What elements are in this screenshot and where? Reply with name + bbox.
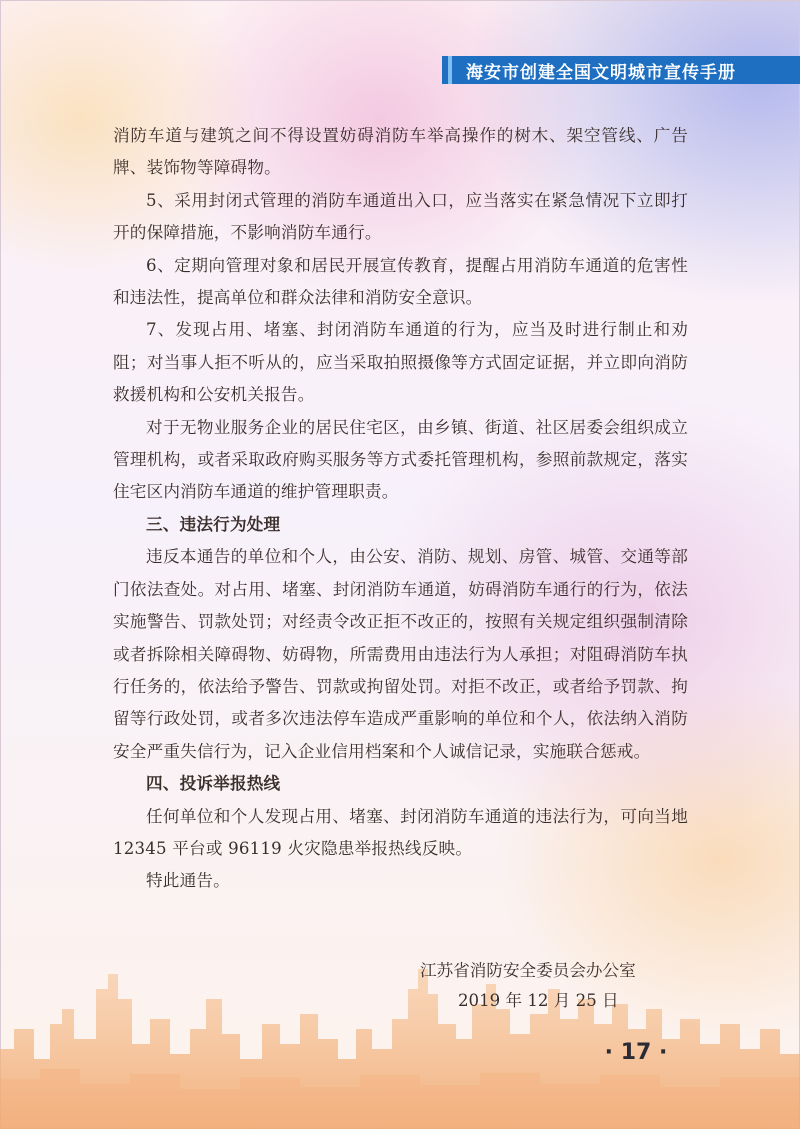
header-accent-stripe — [448, 56, 452, 84]
signature-block — [420, 956, 680, 1016]
issue-date: 2019 年 12 月 25 日 — [458, 991, 619, 1010]
header-title: 海安市创建全国文明城市宣传手册 — [466, 62, 736, 83]
section-heading: 三、违法行为处理 — [146, 514, 281, 534]
notice-body — [113, 120, 688, 898]
section-heading: 四、投诉举报热线 — [146, 774, 281, 794]
header-banner — [442, 56, 800, 84]
closing-line: 特此通告。 — [146, 871, 230, 891]
city-skyline-decoration — [0, 929, 800, 1129]
body-paragraph: 6、定期向管理对象和居民开展宣传教育，提醒占用消防车通道的危害性和违法性，提高单位和群众法律和消防安全意识。 — [113, 255, 688, 308]
issuing-organization: 江苏省消防安全委员会办公室 — [420, 961, 636, 980]
body-paragraph: 7、发现占用、堵塞、封闭消防车通道的行为，应当及时进行制止和劝阻；对当事人拒不听从的，应当采取拍照摄像等方式固定证据，并立即向消防救援机构和公安机关报告。 — [113, 320, 688, 405]
body-paragraph: 任何单位和个人发现占用、堵塞、封闭消防车通道的违法行为，可向当地 12345 平台或 96119 火灾隐患举报热线反映。 — [113, 806, 688, 858]
page-number: · 17 · — [604, 1040, 668, 1065]
body-paragraph: 5、采用封闭式管理的消防车通道出入口，应当落实在紧急情况下立即打开的保障措施，不影响消防车通行。 — [113, 190, 688, 243]
body-paragraph: 违反本通告的单位和个人，由公安、消防、规划、房管、城管、交通等部门依法查处。对占用、堵塞、封闭消防车通道，妨碍消防车通行的行为，依法实施警告、罚款处罚；对经责令改正拒不改正的，按照有关规定组织强制清除或者拆除相关障碍物、妨碍物，所需费用由违法行为人承担；对阻碍消防车执行任务的，依法给予警告、罚款或拘留处罚。对拒不改正，或者给予罚款、拘留等行政处罚，或者多次违法停车造成严重影响的单位和个人，依法纳入消防安全严重失信行为，记入企业信用档案和个人诚信记录，实施联合惩戒。 — [113, 547, 688, 761]
body-paragraph: 消防车道与建筑之间不得设置妨碍消防车举高操作的树木、架空管线、广告牌、装饰物等障碍物。 — [113, 126, 688, 178]
body-paragraph: 对于无物业服务企业的居民住宅区，由乡镇、街道、社区居委会组织成立管理机构，或者采取政府购买服务等方式委托管理机构，参照前款规定，落实住宅区内消防车通道的维护管理职责。 — [113, 417, 688, 502]
